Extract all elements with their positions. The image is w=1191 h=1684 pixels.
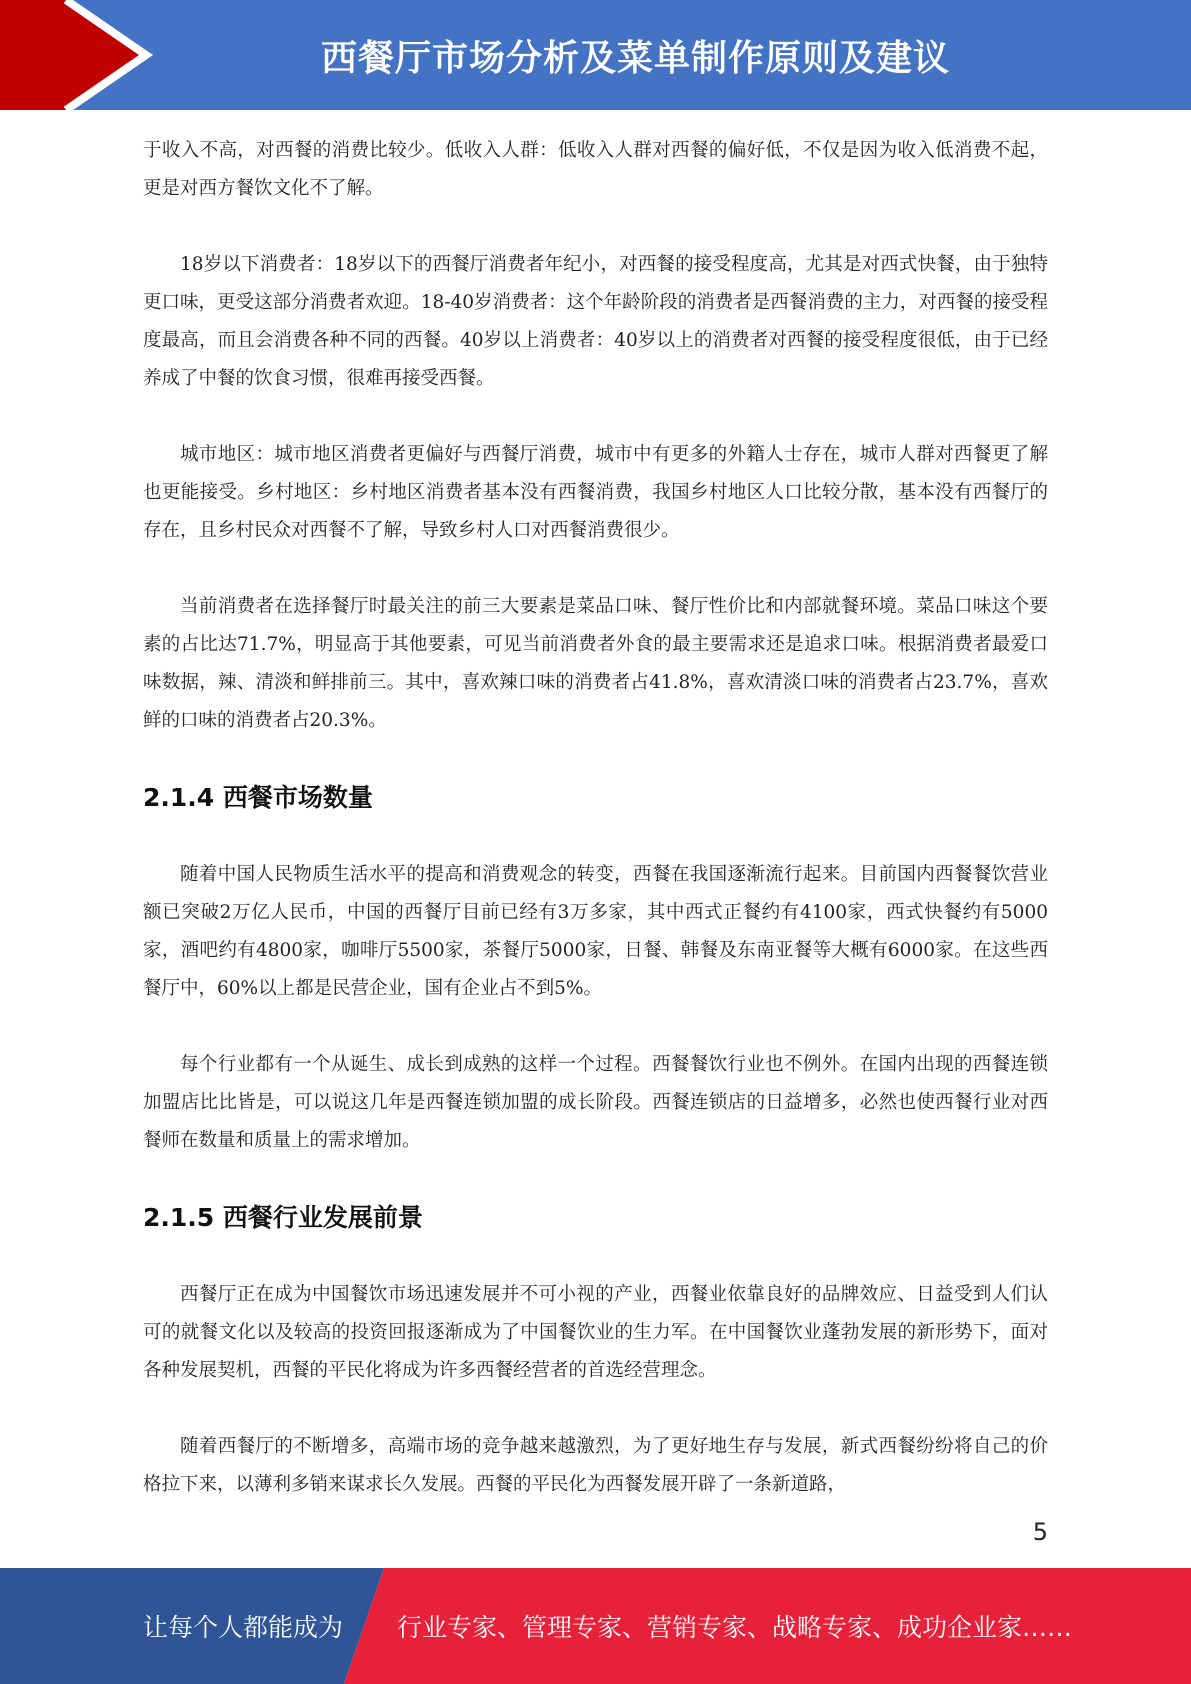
- header-arrow-decoration: [0, 0, 160, 110]
- footer-slogan-right: 行业专家、管理专家、营销专家、战略专家、成功企业家……: [397, 1613, 1073, 1642]
- paragraph: 于收入不高，对西餐的消费比较少。低收入人群：低收入人群对西餐的偏好低，不仅是因为收入低消费不起，更是对西方餐饮文化不了解。: [143, 140, 1048, 199]
- footer-slogan-left: 让每个人都能成为: [143, 1613, 344, 1642]
- paragraph: 每个行业都有一个从诞生、成长到成熟的这样一个过程。西餐餐饮行业也不例外。在国内出现的西餐连锁加盟店比比皆是，可以说这几年是西餐连锁加盟的成长阶段。西餐连锁店的日益增多，必然也使西餐行业对西餐师在数量和质量上的需求增加。: [143, 1054, 1048, 1151]
- paragraph: 西餐厅正在成为中国餐饮市场迅速发展并不可小视的产业，西餐业依靠良好的品牌效应、日益受到人们认可的就餐文化以及较高的投资回报逐渐成为了中国餐饮业的生力军。在中国餐饮业蓬勃发展的新形势下，面对各种发展契机，西餐的平民化将成为许多西餐经营者的首选经营理念。: [143, 1284, 1048, 1381]
- paragraph: 18岁以下消费者：18岁以下的西餐厅消费者年纪小，对西餐的接受程度高，尤其是对西式快餐，由于独特更口味，更受这部分消费者欢迎。18-40岁消费者：这个年龄阶段的消费者是西餐消费的主力，对西餐的接受程度最高，而且会消费各种不同的西餐。40岁以上消费者：40岁以上的消费者对西餐的接受程度很低，由于已经养成了中餐的饮食习惯，很难再接受西餐。: [143, 254, 1048, 389]
- paragraph: 随着中国人民物质生活水平的提高和消费观念的转变，西餐在我国逐渐流行起来。目前国内西餐餐饮营业额已突破2万亿人民币，中国的西餐厅目前已经有3万多家，其中西式正餐约有4100家，西式快餐约有5000家，酒吧约有4800家，咖啡厅5500家，茶餐厅5000家，日餐、韩餐及东南亚餐等大概有6000家。在这些西餐厅中，60%以上都是民营企业，国有企业占不到5%。: [143, 864, 1048, 999]
- paragraph: 当前消费者在选择餐厅时最关注的前三大要素是菜品口味、餐厅性价比和内部就餐环境。菜品口味这个要素的占比达71.7%，明显高于其他要素，可见当前消费者外食的最主要需求还是追求口味。根据消费者最爱口味数据，辣、清淡和鲜排前三。其中，喜欢辣口味的消费者占41.8%，喜欢清淡口味的消费者占23.7%，喜欢鲜的口味的消费者占20.3%。: [143, 596, 1048, 731]
- document-body: [143, 132, 1048, 1542]
- paragraph: 城市地区：城市地区消费者更偏好与西餐厅消费，城市中有更多的外籍人士存在，城市人群对西餐更了解也更能接受。乡村地区：乡村地区消费者基本没有西餐消费，我国乡村地区人口比较分散，基本没有西餐厅的存在，且乡村民众对西餐不了解，导致乡村人口对西餐消费很少。: [143, 444, 1048, 541]
- page-number: 5: [1032, 1518, 1048, 1546]
- page-footer: [0, 1568, 1191, 1684]
- page-title: 西餐厅市场分析及菜单制作原则及建议: [320, 37, 950, 79]
- section-heading-2-1-4: 2.1.4 西餐市场数量: [143, 783, 373, 812]
- page-header: [0, 0, 1191, 110]
- section-heading-2-1-5: 2.1.5 西餐行业发展前景: [143, 1203, 423, 1232]
- paragraph: 随着西餐厅的不断增多，高端市场的竞争越来越激烈，为了更好地生存与发展，新式西餐纷纷将自己的价格拉下来，以薄利多销来谋求长久发展。西餐的平民化为西餐发展开辟了一条新道路，: [143, 1436, 1048, 1495]
